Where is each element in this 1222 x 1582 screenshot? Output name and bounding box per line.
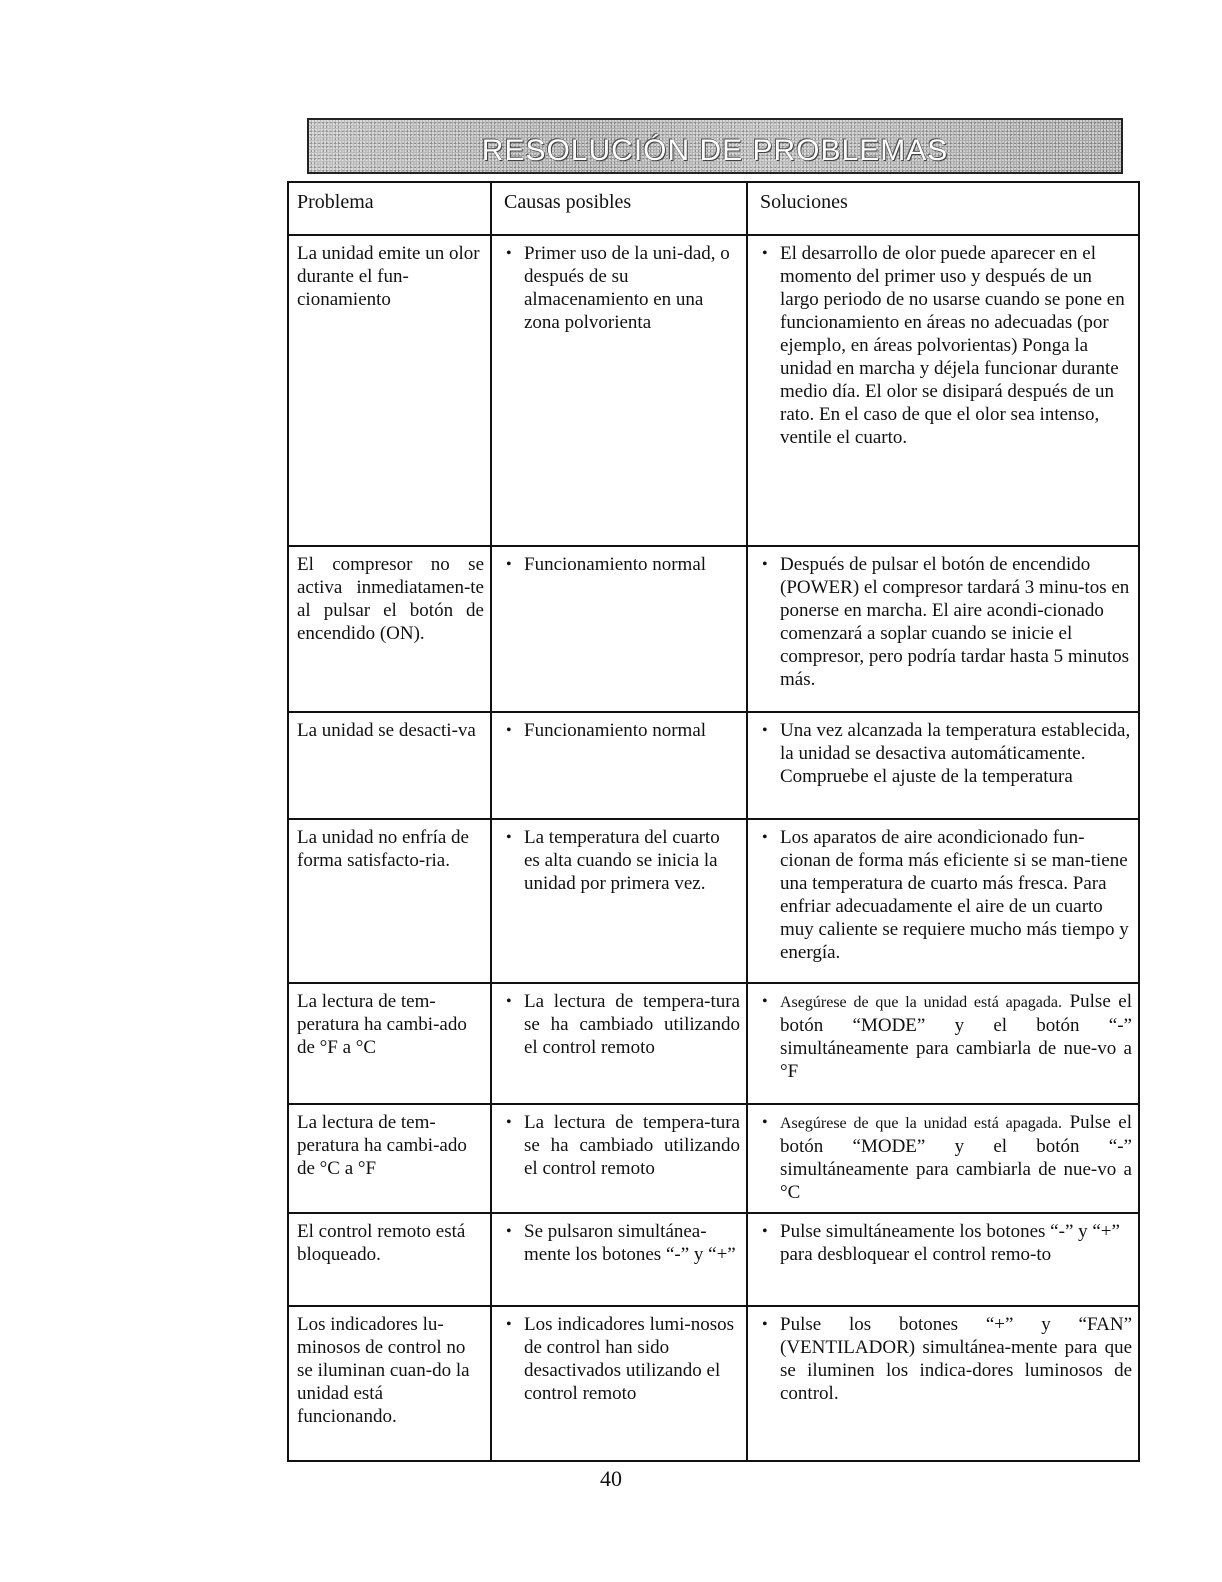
cause-cell: • Los indicadores lumi-nosos de control han sido desactivados utilizando el control remoto: [492, 1307, 748, 1460]
header-problem: Problema: [289, 183, 492, 234]
solution-cell: • Pulse simultáneamente los botones “-” y “+” para desbloquear el control remo-to: [748, 1214, 1138, 1305]
problem-cell: La unidad emite un olor durante el fun-cionamiento: [289, 236, 492, 545]
problem-cell: El compresor no se activa inmediatamen-te al pulsar el botón de encendido (ON).: [289, 547, 492, 711]
problem-cell: La unidad no enfría de forma satisfacto-ria.: [289, 820, 492, 982]
problem-cell: El control remoto está bloqueado.: [289, 1214, 492, 1305]
problem-cell: La unidad se desacti-va: [289, 713, 492, 818]
cause-cell: • La temperatura del cuarto es alta cuando se inicia la unidad por primera vez.: [492, 820, 748, 982]
table-row: [289, 1105, 1138, 1214]
cause-cell: • Funcionamiento normal: [492, 547, 748, 711]
solution-cell: [748, 1105, 1138, 1212]
solution-cell: • Pulse los botones “+” y “FAN” (VENTILADOR) simultánea-mente para que se iluminen los indica-dores luminosos de control.: [748, 1307, 1138, 1460]
table-row: [289, 547, 1138, 713]
header-solutions: Soluciones: [760, 191, 848, 213]
problem-cell: Los indicadores lu-minosos de control no se iluminan cuan-do la unidad está funcionando.: [289, 1307, 492, 1460]
table-row: [289, 236, 1138, 547]
solution-text: Pulse el botón “MODE” y el botón “-” simultáneamente para cambiarla de nue-vo a °C: [780, 1112, 1133, 1203]
page-number: 40: [600, 1466, 622, 1491]
cause-cell: • Se pulsaron simultánea-mente los botones “-” y “+”: [492, 1214, 748, 1305]
title-banner: [307, 118, 1123, 174]
solution-note: Asegúrese de que la unidad está apagada.: [780, 1115, 1063, 1132]
problem-cell: La lectura de tem-peratura ha cambi-ado de °F a °C: [289, 984, 492, 1103]
cause-cell: • La lectura de tempera-tura se ha cambiado utilizando el control remoto: [492, 984, 748, 1103]
solution-cell: [748, 984, 1138, 1103]
problem-cell: La lectura de tem-peratura ha cambi-ado de °C a °F: [289, 1105, 492, 1212]
table-row: [289, 1307, 1138, 1460]
table-row: [289, 713, 1138, 820]
cause-cell: • La lectura de tempera-tura se ha cambiado utilizando el control remoto: [492, 1105, 748, 1212]
header-causes: Causas posibles: [492, 183, 748, 234]
table-row: [289, 820, 1138, 984]
cause-cell: • Primer uso de la uni-dad, o después de su almacenamiento en una zona polvorienta: [492, 236, 748, 545]
troubleshooting-table: [287, 181, 1140, 1462]
table-row: [289, 984, 1138, 1105]
solution-cell: • El desarrollo de olor puede aparecer en el momento del primer uso y después de un largo periodo de no usarse cuando se pone en funcionamiento en áreas no adecuadas (por ejemplo, en áreas polvorientas) Ponga la unidad en marcha y déjela funcionar durante medio día. El olor se disipará después de un rato. En el caso de que el olor sea intenso, ventile el cuarto.: [748, 236, 1138, 545]
solution-text: Pulse el botón “MODE” y el botón “-” simultáneamente para cambiarla de nue-vo a °F: [780, 991, 1133, 1082]
cause-cell: • Funcionamiento normal: [492, 713, 748, 818]
solution-cell: • Los aparatos de aire acondicionado fun-cionan de forma más eficiente si se man-tiene una temperatura de cuarto más fresca. Para enfriar adecuadamente el aire de un cuarto muy caliente se requiere mucho más tiempo y energía.: [748, 820, 1138, 982]
table-row: [289, 1214, 1138, 1307]
solution-cell: • Después de pulsar el botón de encendido (POWER) el compresor tardará 3 minu-tos en ponerse en marcha. El aire acondi-cionado comenzará a soplar cuando se inicie el compresor, pero podría tardar hasta 5 minutos más.: [748, 547, 1138, 711]
table-header-row: [289, 183, 1138, 236]
solution-cell: • Una vez alcanzada la temperatura establecida, la unidad se desactiva automáticamente. Compruebe el ajuste de la temperatura: [748, 713, 1138, 818]
page-title: RESOLUCIÓN DE PROBLEMAS: [481, 134, 949, 167]
solution-note: Asegúrese de que la unidad está apagada.: [780, 994, 1063, 1011]
